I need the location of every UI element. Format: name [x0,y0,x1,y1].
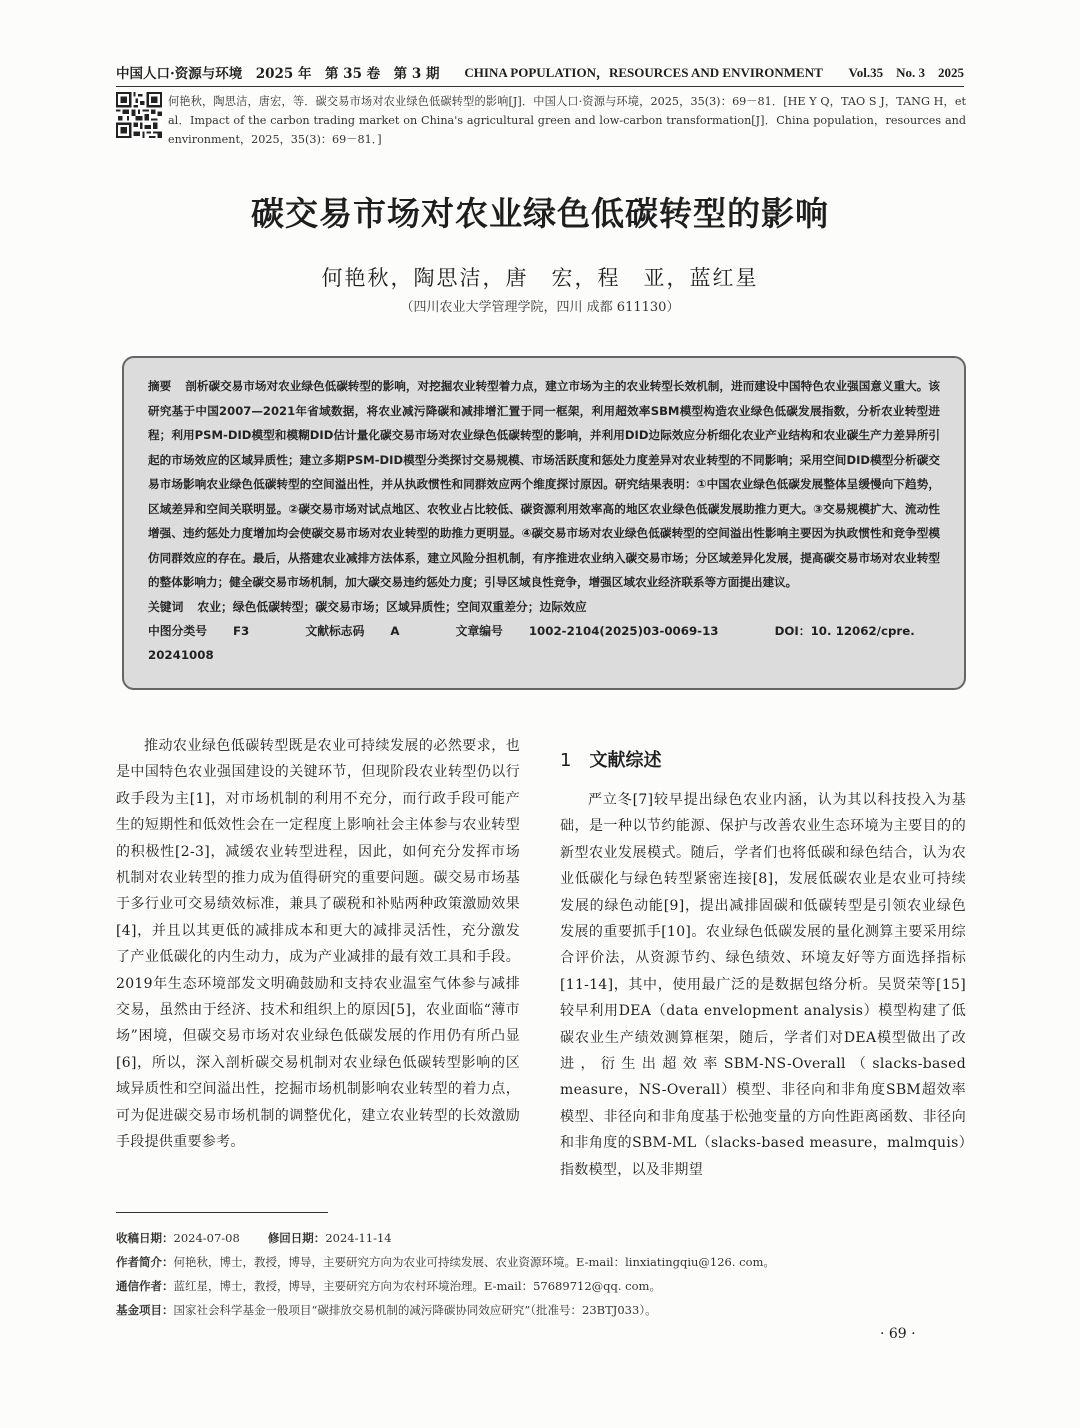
qr-code-icon [116,92,162,138]
author-bio: 何艳秋，博士，教授，博导，主要研究方向为农业可持续发展、农业资源环境。E-mail：linxiatingqiu@126. com。 [173,1255,775,1269]
header-rule [116,86,964,87]
header-journal-cn: 中国人口·资源与环境 2025 年 第 35 卷 第 3 期 [116,66,440,82]
corresponding-label: 通信作者： [116,1279,174,1293]
corresponding-line [116,1274,966,1298]
article-no-value: 1002-2104(2025)03-0069-13 [528,623,719,638]
revised-date: 2024-11-14 [325,1231,392,1245]
abstract-label: 摘要 [148,379,172,393]
page-title: 碳交易市场对农业绿色低碳转型的影响 [251,194,829,233]
running-header [116,62,964,84]
doi-value: DOI：10. 12062/cpre. 20241008 [148,623,915,662]
classification-line [148,619,940,667]
section-title: 文献综述 [589,750,662,771]
dates-line [116,1226,966,1250]
citation-text: 何艳秋，陶思洁，唐宏，等．碳交易市场对农业绿色低碳转型的影响[J]．中国人口·资源与环境，2025，35(3)：69－81．[HE Y Q，TAO S J，TANG H，et al．Impact of the carbon trading market on China's agricultural green and low-carbon transformation[J]．China population，resources and environment，2025，35(3)：69－81．] [168,95,966,146]
clc-value: F3 [233,623,250,638]
author-bio-label: 作者简介： [116,1255,174,1269]
author-list: 何艳秋，陶思洁，唐 宏，程 亚，蓝红星 [321,266,759,290]
doccode-value: A [390,623,400,638]
abstract-body: 剖析碳交易市场对农业绿色低碳转型的影响，对挖掘农业转型着力点，建立市场为主的农业转型长效机制，进而建设中国特色农业强国意义重大。该研究基于中国2007—2021年省域数据，将农业减污降碳和减排增汇置于同一框架，利用超效率SBM模型构造农业绿色低碳发展指数，分析农业转型进程；利用PSM-DID模型和模糊DID估计量化碳交易市场对农业绿色低碳转型的影响，并利用DID边际效应分析细化农业产业结构和农业碳生产力差异所引起的市场效应的区域异质性；建立多期PSM-DID模型分类探讨交易规模、市场活跃度和惩处力度差异对农业转型的不同影响；采用空间DID模型分析碳交易市场影响农业绿色低碳转型的空间溢出性，并从执政惯性和同群效应两个维度探讨原因。研究结果表明：①中国农业绿色低碳发展整体呈缓慢向下趋势，区域差异和空间关联明显。②碳交易市场对试点地区、农牧业占比较低、碳资源利用效率高的地区农业绿色低碳发展助推力更大。③交易规模扩大、流动性增强、违约惩处力度增加均会使碳交易市场对农业转型的助推力更明显。④碳交易市场对农业绿色低碳转型的空间溢出性影响主要因为执政惯性和竞争型模仿同群效应的存在。最后，从搭建农业减排方法体系，建立风险分担机制，有序推进农业纳入碳交易市场；分区域差异化发展，提高碳交易市场对农业转型的整体影响力；健全碳交易市场机制，加大碳交易违约惩处力度；引导区域良性竞争，增强区域农业经济联系等方面提出建议。 [148,379,940,589]
section-number: 1 [560,750,572,771]
article-no-label: 文章编号 [455,623,503,638]
fund-project: 国家社会科学基金一般项目“碳排放交易机制的减污降碳协同效应研究”（批准号：23BTJ033）。 [173,1303,657,1317]
abstract-box [122,356,966,690]
abstract-paragraph [148,374,940,595]
footnotes [116,1226,966,1322]
keywords-label: 关键词 [148,599,184,614]
corresponding-author: 蓝红星，博士，教授，博导，主要研究方向为农村环境治理。E-mail：57689712@qq. com。 [173,1279,661,1293]
footnote-rule [116,1212,328,1213]
keywords-line [148,595,940,619]
fund-label: 基金项目： [116,1303,174,1317]
intro-paragraph: 推动农业绿色低碳转型既是农业可持续发展的必然要求，也是中国特色农业强国建设的关键环节，但现阶段农业转型仍以行政手段为主[1]，对市场机制的利用不充分，而行政手段可能产生的短期性和低效性会在一定程度上影响社会主体参与农业转型的积极性[2-3]，减缓农业转型进程，因此，如何充分发挥市场机制对农业转型的推力成为值得研究的重要问题。碳交易市场基于多行业可交易绩效标准，兼具了碳税和补贴两种政策激励效果[4]，并且以其更低的减排成本和更大的减排灵活性，充分激发了产业低碳化的内生动力，成为产业减排的最有效工具和手段。2019年生态环境部发文明确鼓励和支持农业温室气体参与减排交易，虽然由于经济、技术和组织上的原因[5]，农业面临“薄市场”困境，但碳交易市场对农业绿色低碳发展的作用仍有所凸显[6]，所以，深入剖析碳交易机制对农业绿色低碳转型影响的区域异质性和空间溢出性，挖掘市场机制影响农业转型的着力点，可为促进碳交易市场机制的调整优化，建立农业转型的长效激励手段提供重要参考。 [116,738,520,1151]
clc-label: 中图分类号 [148,623,207,638]
review-paragraph: 严立冬[7]较早提出绿色农业内涵，认为其以科技投入为基础，是一种以节约能源、保护与改善农业生态环境为主要目的的新型农业发展模式。随后，学者们也将低碳和绿色结合，认为农业低碳化与绿色转型紧密连接[8]，发展低碳农业是农业可持续发展的绿色动能[9]，提出减排固碳和低碳转型是引领农业绿色发展的重要抓手[10]。农业绿色低碳发展的量化测算主要采用综合评价法，从资源节约、绿色绩效、环境友好等方面选择指标[11-14]，其中，使用最广泛的是数据包络分析。吴贤荣等[15]较早利用DEA（data envelopment analysis）模型构建了低碳农业生产绩效测算框架，随后，学者们对DEA模型做出了改进，衍生出超效率SBM-NS-Overall（slacks-based measure，NS-Overall）模型、非径向和非角度SBM超效率模型、非径向和非角度基于松弛变量的方向性距离函数、非径向和非角度的SBM-ML（slacks-based measure，malmquis）指数模型，以及非期望 [560,792,966,1178]
page-number: · 69 · [880,1326,916,1342]
doccode-label: 文献标志码 [305,623,365,638]
header-journal-en: CHINA POPULATION，RESOURCES AND ENVIRONMENT Vol.35 No. 3 2025 [464,65,964,80]
keywords-value: 农业；绿色低碳转型；碳交易市场；区域异质性；空间双重差分；边际效应 [197,599,587,614]
received-date: 2024-07-08 [173,1231,240,1245]
revised-label: 修回日期： [267,1231,326,1245]
body-right-column [560,787,966,1183]
body-left-column [116,733,520,1156]
affiliation: （四川农业大学管理学院，四川 成都 611130） [400,300,680,315]
received-label: 收稿日期： [116,1231,174,1245]
author-bio-line [116,1250,966,1274]
fund-line [116,1298,966,1322]
section-heading [560,746,661,772]
